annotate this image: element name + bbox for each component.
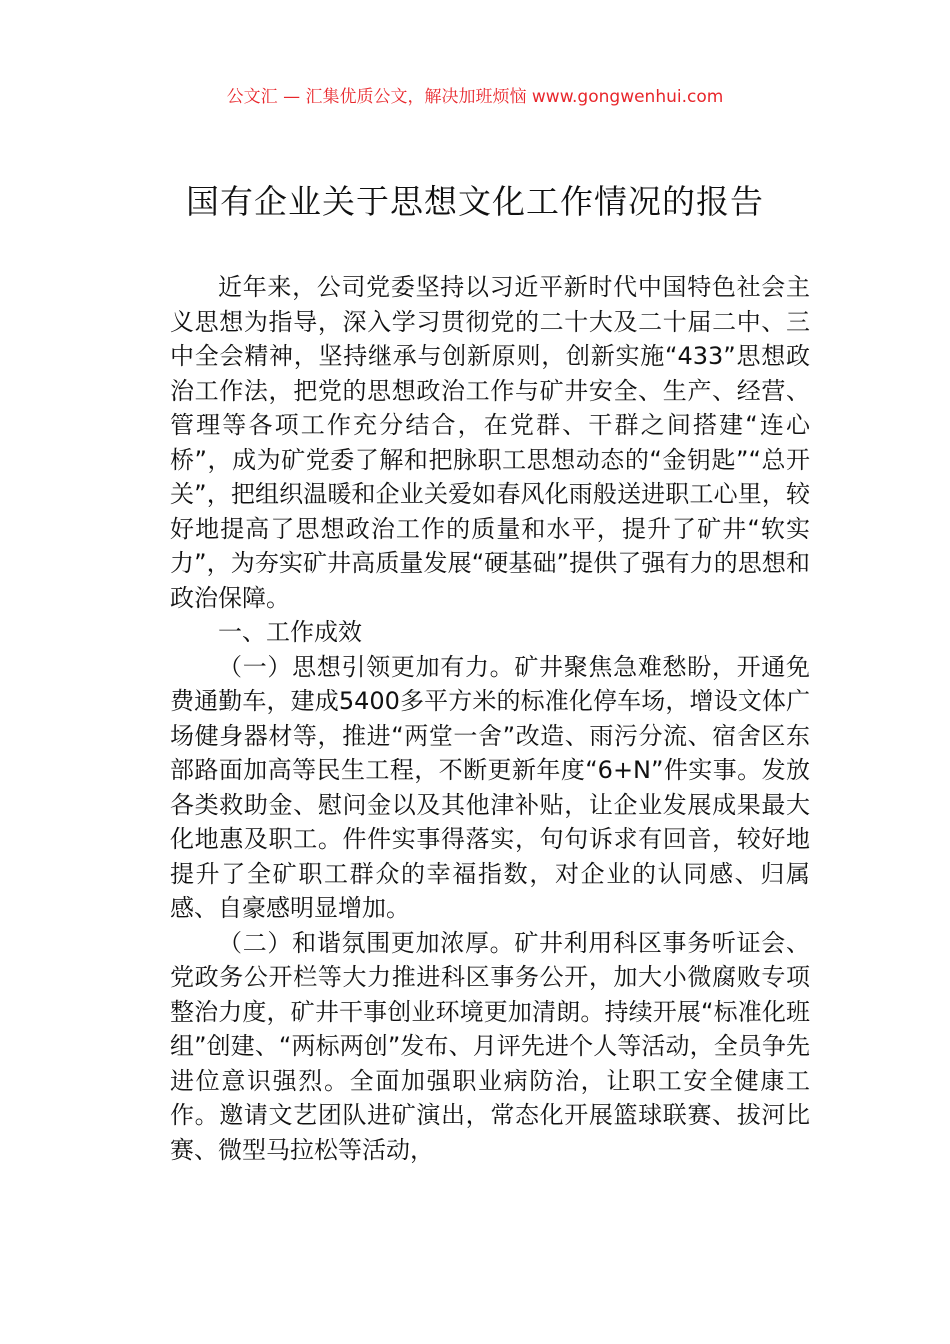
section-heading: 一、工作成效 [218,618,362,646]
document-title: 国有企业关于思想文化工作情况的报告 [186,182,764,221]
subsection-paragraph-1: （一）思想引领更加有力。矿井聚焦急难愁盼，开通免费通勤车，建成5400多平方米的标准化停车场，增设文体广场健身器材等，推进“两堂一舍”改造、雨污分流、宿舍区东部路面加高等民生工程，不断更新年度“6+N”件实事。发放各类救助金、慰问金以及其他津补贴，让企业发展成果最大化地惠及职工。件件实事得落实，句句诉求有回音，较好地提升了全矿职工群众的幸福指数，对企业的认同感、归属感、自豪感明显增加。 [170,652,810,922]
watermark-header[interactable]: 公文汇 — 汇集优质公文，解决加班烦恼 www.gongwenhui.com [226,87,724,107]
intro-paragraph: 近年来，公司党委坚持以习近平新时代中国特色社会主义思想为指导，深入学习贯彻党的二十大及二十届二中、三中全会精神，坚持继承与创新原则，创新实施“433”思想政治工作法，把党的思想政治工作与矿井安全、生产、经营、管理等各项工作充分结合，在党群、干群之间搭建“连心桥”，成为矿党委了解和把脉职工思想动态的“金钥匙”“总开关”，把组织温暖和企业关爱如春风化雨般送进职工心里，较好地提高了思想政治工作的质量和水平，提升了矿井“软实力”，为夯实矿井高质量发展“硬基础”提供了强有力的思想和政治保障。 [170,273,810,612]
subsection-paragraph-2: （二）和谐氛围更加浓厚。矿井利用科区事务听证会、党政务公开栏等大力推进科区事务公开，加大小微腐败专项整治力度，矿井干事创业环境更加清朗。持续开展“标准化班组”创建、“两标两创”发布、月评先进个人等活动，全员争先进位意识强烈。全面加强职业病防治，让职工安全健康工作。邀请文艺团队进矿演出，常态化开展篮球联赛、拔河比赛、微型马拉松等活动， [170,928,810,1164]
document-body [170,270,810,1167]
